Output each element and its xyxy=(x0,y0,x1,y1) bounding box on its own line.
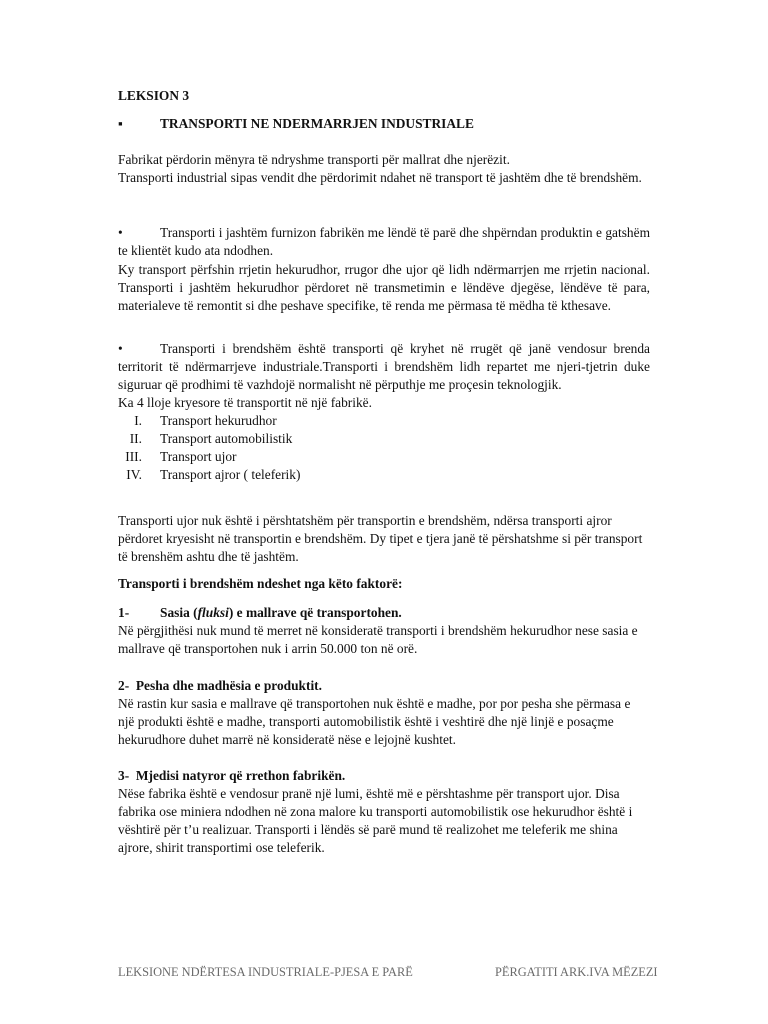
footer-left: LEKSIONE NDËRTESA INDUSTRIALE-PJESA E PARË xyxy=(118,965,413,979)
factor-title-emphasis: fluksi xyxy=(197,605,229,620)
factor-number: 1- xyxy=(118,605,130,620)
external-bullet-text: Transporti i jashtëm furnizon fabrikën me lëndë të parë dhe shpërndan produktin e gatshëm te klientët kudo ata ndodhen. xyxy=(118,225,650,258)
factor-title-text: Sasia ( xyxy=(160,605,198,620)
factor-2-title xyxy=(118,677,650,695)
factors-heading: Transporti i brendshëm ndeshet nga këto faktorë: xyxy=(118,576,403,591)
footer-right: PËRGATITI ARK.IVA MËZEZI xyxy=(495,965,658,979)
internal-bullet-text: Transporti i brendshëm është transporti që kryhet në rrugët që janë vendosur brenda territorit të ndërmarrjeve industriale.Transporti i brendshëm lidh repartet me njeri-tjetrin duke siguruar që prodhimi të vazhdojë normalisht në përputhje me proçesin teknologjik. xyxy=(118,341,650,392)
factor-title-text: Pesha dhe madhësia e produktit. xyxy=(135,678,322,693)
factor-2-body: Në rastin kur sasia e mallrave që transportohen nuk është e madhe, por por pesha she përmasa e një produkti është e madhe, transporti automobilistik është i veshtirë dhe një linjë e posaçme hekurudhore duhet marrë në konsideratë nëse e lejojnë kushtet. xyxy=(118,696,631,747)
bullet-icon: • xyxy=(118,341,123,356)
internal-bullet-paragraph xyxy=(118,340,650,394)
list-label: Transport hekurudhor xyxy=(160,413,277,428)
intro-line-1: Fabrikat përdorin mënyra të ndryshme transporti për mallrat dhe njerëzit. xyxy=(118,152,510,167)
square-bullet-icon: ▪ xyxy=(118,116,123,131)
factor-number: 2- xyxy=(118,678,130,693)
section-heading-line xyxy=(118,115,650,133)
list-item xyxy=(118,430,650,448)
factor-3-title xyxy=(118,767,650,785)
list-item xyxy=(118,412,650,430)
factor-title-text: ) e mallrave që transportohen. xyxy=(228,605,402,620)
water-air-paragraph: Transporti ujor nuk është i përshtatshëm për transportin e brendshëm, ndërsa transporti ajror përdoret kryesisht në transportin e brendshëm. Dy tipet e tjera janë të përshatshme si për transport të brenshëm ashtu dhe të jashtëm. xyxy=(118,513,643,564)
list-item xyxy=(118,466,650,484)
list-item xyxy=(118,448,650,466)
factor-title-text: Mjedisi natyror që rrethon fabrikën. xyxy=(135,768,346,783)
list-numeral: III. xyxy=(125,449,142,464)
types-intro: Ka 4 lloje kryesore të transportit në një fabrikë. xyxy=(118,395,372,410)
factor-1-body: Në përgjithësi nuk mund të merret në konsideratë transporti i brendshëm hekurudhor nese sasia e mallrave që transportohen nuk i arrin 50.000 ton në orë. xyxy=(118,623,638,656)
intro-line-2: Transporti industrial sipas vendit dhe përdorimit ndahet në transport të jashtëm dhe të brendshëm. xyxy=(118,170,642,185)
bullet-icon: • xyxy=(118,225,123,240)
list-numeral: I. xyxy=(134,413,142,428)
list-numeral: IV. xyxy=(126,467,142,482)
external-bullet-paragraph xyxy=(118,224,650,260)
list-numeral: II. xyxy=(129,431,142,446)
section-heading: TRANSPORTI NE NDERMARRJEN INDUSTRIALE xyxy=(160,116,474,131)
factor-1-title xyxy=(118,604,650,622)
list-label: Transport ujor xyxy=(160,449,237,464)
external-paragraph: Ky transport përfshin rrjetin hekurudhor, rrugor dhe ujor që lidh ndërmarrjen me rrjetin nacional. Transporti i jashtëm hekurudhor përdoret në transmetimin e lëndëve djegëse, lëndëve të para, materialeve të remontit si dhe peshave specifike, të renda me përmasa të mëdha të kthesave. xyxy=(118,262,650,313)
list-label: Transport ajror ( teleferik) xyxy=(160,467,301,482)
lesson-title: LEKSION 3 xyxy=(118,88,190,103)
factor-number: 3- xyxy=(118,768,130,783)
factor-3-body: Nëse fabrika është e vendosur pranë një lumi, është më e përshtashme për transport ujor. Disa fabrika ose miniera ndodhen në zona malore ku transporti automobilistik ose hekurudhor është i vështirë për t’u realizuar. Transporti i lëndës së parë mund të realizohet me teleferik me shina ajrore, shirit transportimi ose teleferik. xyxy=(118,786,633,855)
list-label: Transport automobilistik xyxy=(160,431,293,446)
